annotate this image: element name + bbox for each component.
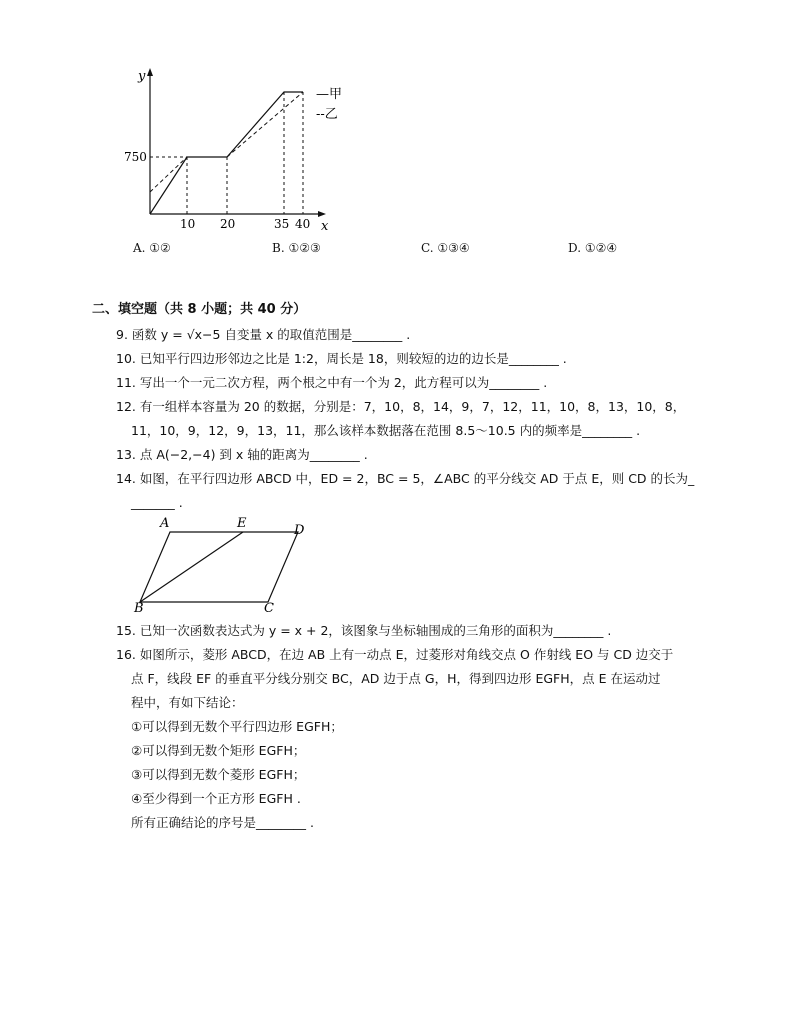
choice-c[interactable]: C. ①③④ bbox=[421, 241, 470, 255]
question-11: 11. 写出一个一元二次方程，两个根之中有一个为 2，此方程可以为________ . bbox=[116, 375, 548, 390]
question-14-line1: 14. 如图，在平行四边形 ABCD 中，ED = 2，BC = 5，∠ABC 的平分线交 AD 于点 E，则 CD 的长为_ bbox=[116, 471, 695, 486]
x-tick-20: 20 bbox=[220, 217, 236, 231]
x-axis-label: x bbox=[321, 219, 329, 234]
legend-jia: —甲 bbox=[316, 87, 343, 102]
y-axis-label: y bbox=[138, 69, 146, 84]
question-16-answer: 所有正确结论的序号是________ . bbox=[131, 815, 314, 830]
y-axis-arrow bbox=[147, 68, 153, 76]
question-13: 13. 点 A(−2,−4) 到 x 轴的距离为________ . bbox=[116, 447, 368, 462]
question-9: 9. 函数 y = √x−5 自变量 x 的取值范围是________ . bbox=[116, 327, 411, 342]
vertex-b: B bbox=[134, 601, 144, 616]
y-tick-750: 750 bbox=[124, 150, 147, 164]
question-16-line2: 点 F，线段 EF 的垂直平分线分别交 BC，AD 边于点 G，H，得到四边形 EGFH，点 E 在运动过 bbox=[131, 671, 661, 686]
vertex-d: D bbox=[294, 523, 305, 538]
function-graph bbox=[120, 62, 360, 240]
question-16-conclusion-3: ③可以得到无数个菱形 EGFH； bbox=[131, 767, 306, 782]
choice-a[interactable]: A. ①② bbox=[133, 241, 171, 255]
question-15: 15. 已知一次函数表达式为 y = x + 2，该图象与坐标轴围成的三角形的面积为________ . bbox=[116, 623, 612, 638]
vertex-c: C bbox=[264, 601, 274, 616]
question-16-line3: 程中，有如下结论： bbox=[131, 695, 244, 710]
x-axis-arrow bbox=[318, 211, 326, 217]
question-10: 10. 已知平行四边形邻边之比是 1:2，周长是 18，则较短的边的边长是________ . bbox=[116, 351, 567, 366]
x-tick-10: 10 bbox=[180, 217, 196, 231]
x-tick-35: 35 bbox=[274, 217, 290, 231]
parallelogram-abcd bbox=[140, 532, 298, 602]
choice-b[interactable]: B. ①②③ bbox=[272, 241, 321, 255]
x-tick-40: 40 bbox=[295, 217, 311, 231]
question-16-conclusion-1: ①可以得到无数个平行四边形 EGFH； bbox=[131, 719, 343, 734]
choice-d[interactable]: D. ①②④ bbox=[568, 241, 618, 255]
vertex-a: A bbox=[160, 516, 170, 531]
question-16-line1: 16. 如图所示，菱形 ABCD，在边 AB 上有一动点 E，过菱形对角线交点 O 作射线 EO 与 CD 边交于 bbox=[116, 647, 674, 662]
vertex-e: E bbox=[237, 516, 247, 531]
question-16-conclusion-4: ④至少得到一个正方形 EGFH . bbox=[131, 791, 301, 806]
question-12-line1: 12. 有一组样本容量为 20 的数据，分别是：7，10，8，14，9，7，12，11，10，8，13，10，8， bbox=[116, 399, 686, 414]
section-title: 二、填空题（共 8 小题；共 40 分） bbox=[92, 302, 307, 317]
parallelogram-figure bbox=[128, 512, 318, 616]
question-14-line2: _______ . bbox=[131, 495, 183, 510]
question-16-conclusion-2: ②可以得到无数个矩形 EGFH； bbox=[131, 743, 306, 758]
legend-yi: --乙 bbox=[316, 107, 338, 122]
question-12-line2: 11，10，9，12，9，13，11，那么该样本数据落在范围 8.5～10.5 内的频率是________ . bbox=[131, 423, 641, 438]
